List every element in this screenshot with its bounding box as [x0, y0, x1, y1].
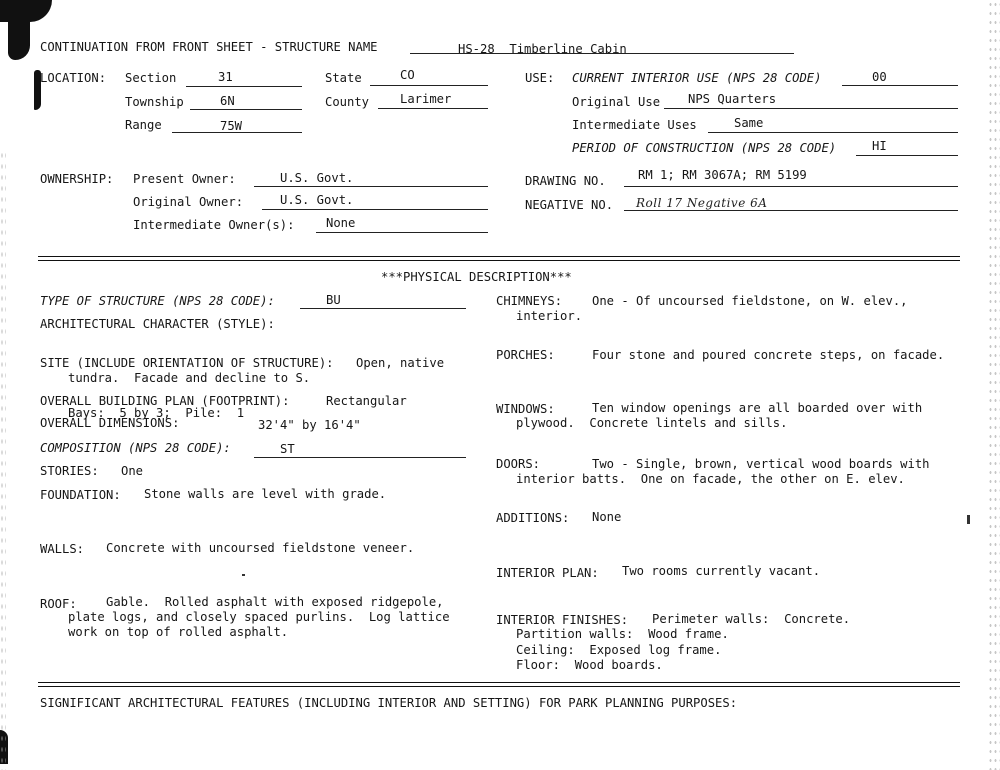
state-line	[370, 85, 488, 86]
section-divider	[38, 256, 960, 257]
finishes-partition: Partition walls: Wood frame.	[516, 627, 729, 641]
dimensions-label: OVERALL DIMENSIONS:	[40, 416, 180, 430]
present-owner-line	[254, 186, 488, 187]
section-label: Section	[125, 71, 177, 85]
interior-plan-label: INTERIOR PLAN:	[496, 566, 599, 580]
composition-value: ST	[280, 442, 295, 456]
bays-pile-value: Bays: 5 by 3; Pile: 1	[68, 406, 245, 420]
intermediate-uses-label: Intermediate Uses	[572, 118, 697, 132]
windows-value-1: Ten window openings are all boarded over with	[592, 401, 923, 415]
stories-value: One	[121, 464, 144, 478]
building-plan-value: Rectangular	[326, 394, 407, 408]
scan-edge-noise	[0, 150, 6, 770]
use-label: USE:	[525, 71, 555, 85]
township-value: 6N	[220, 94, 235, 108]
section-divider	[38, 686, 960, 687]
site-value-1: Open, native	[356, 356, 445, 370]
county-label: County	[325, 95, 370, 109]
drawing-label: DRAWING NO.	[525, 174, 606, 188]
county-line	[378, 108, 488, 109]
range-value: 75W	[220, 119, 243, 133]
range-line	[172, 132, 302, 133]
intermediate-owner-label: Intermediate Owner(s):	[133, 218, 295, 232]
walls-value: Concrete with uncoursed fieldstone veneer.	[106, 541, 415, 555]
roof-value-1: Gable. Rolled asphalt with exposed ridgepole,	[106, 595, 444, 609]
windows-value-2: plywood. Concrete lintels and sills.	[516, 416, 788, 430]
structure-name: HS-28 Timberline Cabin	[458, 42, 627, 56]
site-label: SITE (INCLUDE ORIENTATION OF STRUCTURE):	[40, 356, 334, 370]
physical-description-heading: ***PHYSICAL DESCRIPTION***	[381, 270, 572, 284]
location-label: LOCATION:	[40, 71, 107, 85]
intermediate-uses-line	[708, 132, 958, 133]
scan-corner-blot	[8, 10, 30, 60]
composition-label: COMPOSITION (NPS 28 CODE):	[40, 441, 231, 455]
continuation-label: CONTINUATION FROM FRONT SHEET - STRUCTURE NAME	[40, 40, 378, 54]
intermediate-owner-value: None	[326, 216, 356, 230]
arch-character-label: ARCHITECTURAL CHARACTER (STYLE):	[40, 317, 275, 331]
stories-label: STORIES:	[40, 464, 99, 478]
scan-speck	[242, 574, 245, 576]
interior-plan-value: Two rooms currently vacant.	[622, 564, 821, 578]
township-line	[190, 109, 302, 110]
foundation-label: FOUNDATION:	[40, 488, 121, 502]
chimneys-value-1: One - Of uncoursed fieldstone, on W. elev.,	[592, 294, 908, 308]
current-use-label: CURRENT INTERIOR USE (NPS 28 CODE)	[572, 71, 822, 85]
section-divider	[38, 260, 960, 261]
intermediate-owner-line	[316, 232, 488, 233]
county-value: Larimer	[400, 92, 452, 106]
significant-features-label: SIGNIFICANT ARCHITECTURAL FEATURES (INCLUDING INTERIOR AND SETTING) FOR PARK PLANNING PURPOSES:	[40, 696, 738, 710]
section-line	[186, 86, 302, 87]
finishes-perimeter: Perimeter walls: Concrete.	[652, 612, 851, 626]
section-value: 31	[218, 70, 233, 84]
porches-value: Four stone and poured concrete steps, on facade.	[592, 348, 945, 362]
site-value-2: tundra. Facade and decline to S.	[68, 371, 311, 385]
finishes-floor: Floor: Wood boards.	[516, 658, 663, 672]
period-line	[856, 155, 958, 156]
structure-type-value: BU	[326, 293, 341, 307]
current-use-line	[842, 85, 958, 86]
chimneys-label: CHIMNEYS:	[496, 294, 563, 308]
ownership-label: OWNERSHIP:	[40, 172, 114, 186]
structure-type-label: TYPE OF STRUCTURE (NPS 28 CODE):	[40, 294, 275, 308]
state-label: State	[325, 71, 362, 85]
drawing-line	[624, 186, 958, 187]
period-label: PERIOD OF CONSTRUCTION (NPS 28 CODE)	[572, 141, 837, 155]
original-use-value: NPS Quarters	[688, 92, 777, 106]
foundation-value: Stone walls are level with grade.	[144, 487, 387, 501]
scan-speck	[967, 515, 970, 524]
walls-label: WALLS:	[40, 542, 85, 556]
doors-value-2: interior batts. One on facade, the other on E. elev.	[516, 472, 905, 486]
dimensions-value: 32'4" by 16'4"	[258, 418, 361, 432]
negative-handwritten-value: Roll 17 Negative 6A	[636, 196, 768, 210]
original-owner-line	[262, 209, 488, 210]
chimneys-value-2: interior.	[516, 309, 583, 323]
present-owner-label: Present Owner:	[133, 172, 236, 186]
drawing-value: RM 1; RM 3067A; RM 5199	[638, 168, 807, 182]
doors-label: DOORS:	[496, 457, 541, 471]
doors-value-1: Two - Single, brown, vertical wood boards with	[592, 457, 930, 471]
interior-finishes-label: INTERIOR FINISHES:	[496, 613, 629, 627]
original-owner-label: Original Owner:	[133, 195, 244, 209]
original-use-label: Original Use	[572, 95, 661, 109]
windows-label: WINDOWS:	[496, 402, 555, 416]
range-label: Range	[125, 118, 162, 132]
intermediate-uses-value: Same	[734, 116, 764, 130]
additions-value: None	[592, 510, 622, 524]
negative-label: NEGATIVE NO.	[525, 198, 614, 212]
state-value: CO	[400, 68, 415, 82]
period-value: HI	[872, 139, 887, 153]
negative-line	[624, 210, 958, 211]
structure-type-line	[300, 308, 466, 309]
finishes-ceiling: Ceiling: Exposed log frame.	[516, 643, 722, 657]
building-plan-label: OVERALL BUILDING PLAN (FOOTPRINT):	[40, 394, 290, 408]
roof-value-2: plate logs, and closely spaced purlins. Log lattice	[68, 610, 450, 624]
roof-value-3: work on top of rolled asphalt.	[68, 625, 289, 639]
original-owner-value: U.S. Govt.	[280, 193, 354, 207]
original-use-line	[664, 108, 958, 109]
section-divider	[38, 682, 960, 683]
present-owner-value: U.S. Govt.	[280, 171, 354, 185]
structure-name-line	[410, 53, 794, 54]
scan-edge-noise	[988, 0, 1000, 770]
current-use-value: 00	[872, 70, 887, 84]
additions-label: ADDITIONS:	[496, 511, 570, 525]
composition-line	[254, 457, 466, 458]
porches-label: PORCHES:	[496, 348, 555, 362]
township-label: Township	[125, 95, 184, 109]
roof-label: ROOF:	[40, 597, 77, 611]
